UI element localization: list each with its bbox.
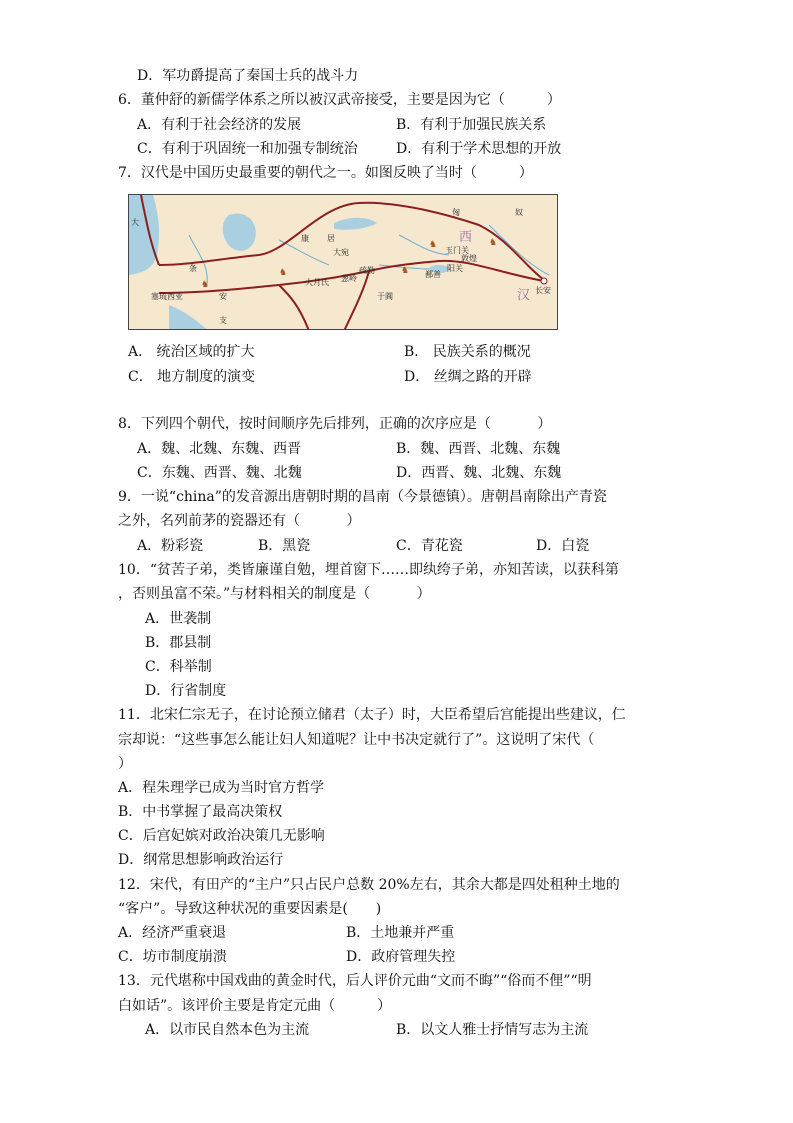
- q6-option-a: A．有利于社会经济的发展: [137, 117, 302, 133]
- label-dawan: 大宛: [333, 248, 349, 257]
- q5-option-d: D．军功爵提高了秦国士兵的战斗力: [137, 68, 359, 84]
- q8-option-b: B．魏、西晋、北魏、东魏: [396, 441, 561, 457]
- label-changan: 长安: [535, 286, 551, 295]
- q8-option-c: C．东魏、西晋、魏、北魏: [137, 465, 302, 481]
- q10-option-a: A．世袭制: [145, 611, 212, 627]
- q6-option-c: C．有利于巩固统一和加强专制统治: [137, 141, 358, 157]
- label-an: 安: [219, 292, 227, 301]
- q12-option-c: C．坊市制度崩溃: [118, 949, 227, 965]
- q12-stem-line2: “客户”。导致这种状况的重要因素是( ): [118, 901, 382, 917]
- label-xiongnu2: 奴: [515, 208, 523, 217]
- q12-option-a: A．经济严重衰退: [118, 925, 227, 941]
- camel-icon: ♞: [279, 268, 288, 278]
- q7-option-d: D． 丝绸之路的开辟: [404, 369, 532, 385]
- q10-option-c: C．科举制: [145, 659, 212, 675]
- q7-option-b: B． 民族关系的概况: [404, 344, 531, 360]
- label-seleucia: 塞琉西亚: [151, 292, 183, 301]
- label-tiao: 条: [189, 264, 197, 273]
- q13-option-a: A．以市民自然本色为主流: [145, 1022, 310, 1038]
- q11-option-a: A．程朱理学已成为当时官方哲学: [118, 780, 325, 796]
- q10-option-b: B．郡县制: [145, 635, 212, 651]
- q13-stem-line2: 白如话”。该评价主要是肯定元曲（ ）: [118, 998, 392, 1014]
- label-xi: 西: [459, 230, 473, 245]
- label-shule: 疏勒: [359, 266, 375, 275]
- q10-stem-line2: ，否则虽富不荣。”与材料相关的制度是（ ）: [118, 586, 431, 602]
- camel-icon: ♞: [429, 240, 438, 250]
- q9-option-b: B．黑瓷: [258, 538, 311, 554]
- q11-option-c: C．后宫妃嫔对政治决策几无影响: [118, 828, 325, 844]
- label-yutian: 于阗: [377, 292, 393, 301]
- label-shanshan: 鄯善: [425, 270, 441, 279]
- q11-stem-line2: 宗却说：“这些事怎么能让妇人知道呢？让中书决定就行了”。这说明了宋代（: [118, 732, 595, 748]
- q9-stem-line1: 9．一说“china”的发音源出唐朝时期的昌南（今景德镇）。唐朝昌南除出产青瓷: [118, 489, 607, 505]
- q8-stem: 8．下列四个朝代，按时间顺序先后排列，正确的次序应是（ ）: [118, 416, 552, 432]
- q8-option-a: A．魏、北魏、东魏、西晋: [137, 441, 302, 457]
- q8-option-d: D．西晋、魏、北魏、东魏: [396, 465, 562, 481]
- changan-dot: [541, 278, 547, 284]
- camel-icon: ♞: [201, 280, 210, 290]
- q6-option-d: D．有利于学术思想的开放: [396, 141, 562, 157]
- camel-icon: ♞: [489, 238, 498, 248]
- q13-option-b: B．以文人雅士抒情写志为主流: [396, 1022, 589, 1038]
- label-xiongnu1: 匈: [452, 208, 460, 217]
- q12-option-d: D．政府管理失控: [346, 949, 456, 965]
- label-dunhuang: 敦煌: [461, 254, 477, 263]
- q13-stem-line1: 13．元代堪称中国戏曲的黄金时代，后人评价元曲“文而不晦”“俗而不俚”“明: [118, 973, 592, 989]
- q9-option-a: A．粉彩瓷: [137, 538, 204, 554]
- silk-road-map: [128, 194, 558, 330]
- q7-option-c: C． 地方制度的演变: [128, 369, 256, 385]
- label-dayuezhi: 大月氏: [305, 278, 329, 287]
- label-yumenguan: 玉门关: [445, 246, 469, 255]
- q10-option-d: D．行省制度: [145, 683, 227, 699]
- q9-option-c: C．青花瓷: [396, 538, 463, 554]
- q11-option-b: B．中书掌握了最高决策权: [118, 804, 283, 820]
- q7-stem: 7．汉代是中国历史最重要的朝代之一。如图反映了当时（ ）: [118, 165, 533, 181]
- q12-stem-line1: 12．宋代，有田产的“主户”只占民户总数 20%左右，其余大都是四处租种土地的: [118, 877, 620, 893]
- q12-option-b: B．土地兼并严重: [346, 925, 455, 941]
- label-han: 汉: [517, 288, 531, 303]
- label-kangju1: 康: [301, 234, 309, 243]
- camel-icon: ♞: [401, 266, 410, 276]
- label-zhi: 支: [219, 316, 227, 325]
- q6-option-b: B．有利于加强民族关系: [396, 117, 547, 133]
- q7-option-a: A． 统治区域的扩大: [128, 344, 255, 360]
- silk-road-map-svg: [129, 195, 558, 330]
- q6-stem: 6．董仲舒的新儒学体系之所以被汉武帝接受，主要是因为它（ ）: [118, 92, 561, 108]
- q11-option-d: D．纲常思想影响政治运行: [118, 852, 284, 868]
- q9-option-d: D．白瓷: [536, 538, 590, 554]
- q11-stem-line3: ）: [118, 756, 132, 772]
- label-ling: 葱岭: [341, 274, 357, 283]
- label-kangju2: 居: [327, 234, 335, 243]
- label-da: 大: [131, 218, 139, 227]
- q10-stem-line1: 10．“贫苦子弟，类皆廉谨自勉，埋首窗下……即纨绔子弟，亦知苦读，以获科第: [118, 562, 619, 578]
- q9-stem-line2: 之外，名列前茅的瓷器还有（ ）: [118, 513, 361, 529]
- q11-stem-line1: 11．北宋仁宗无子，在讨论预立储君（太子）时，大臣希望后宫能提出些建议，仁: [118, 707, 626, 723]
- label-yangguan: 阳关: [447, 264, 463, 273]
